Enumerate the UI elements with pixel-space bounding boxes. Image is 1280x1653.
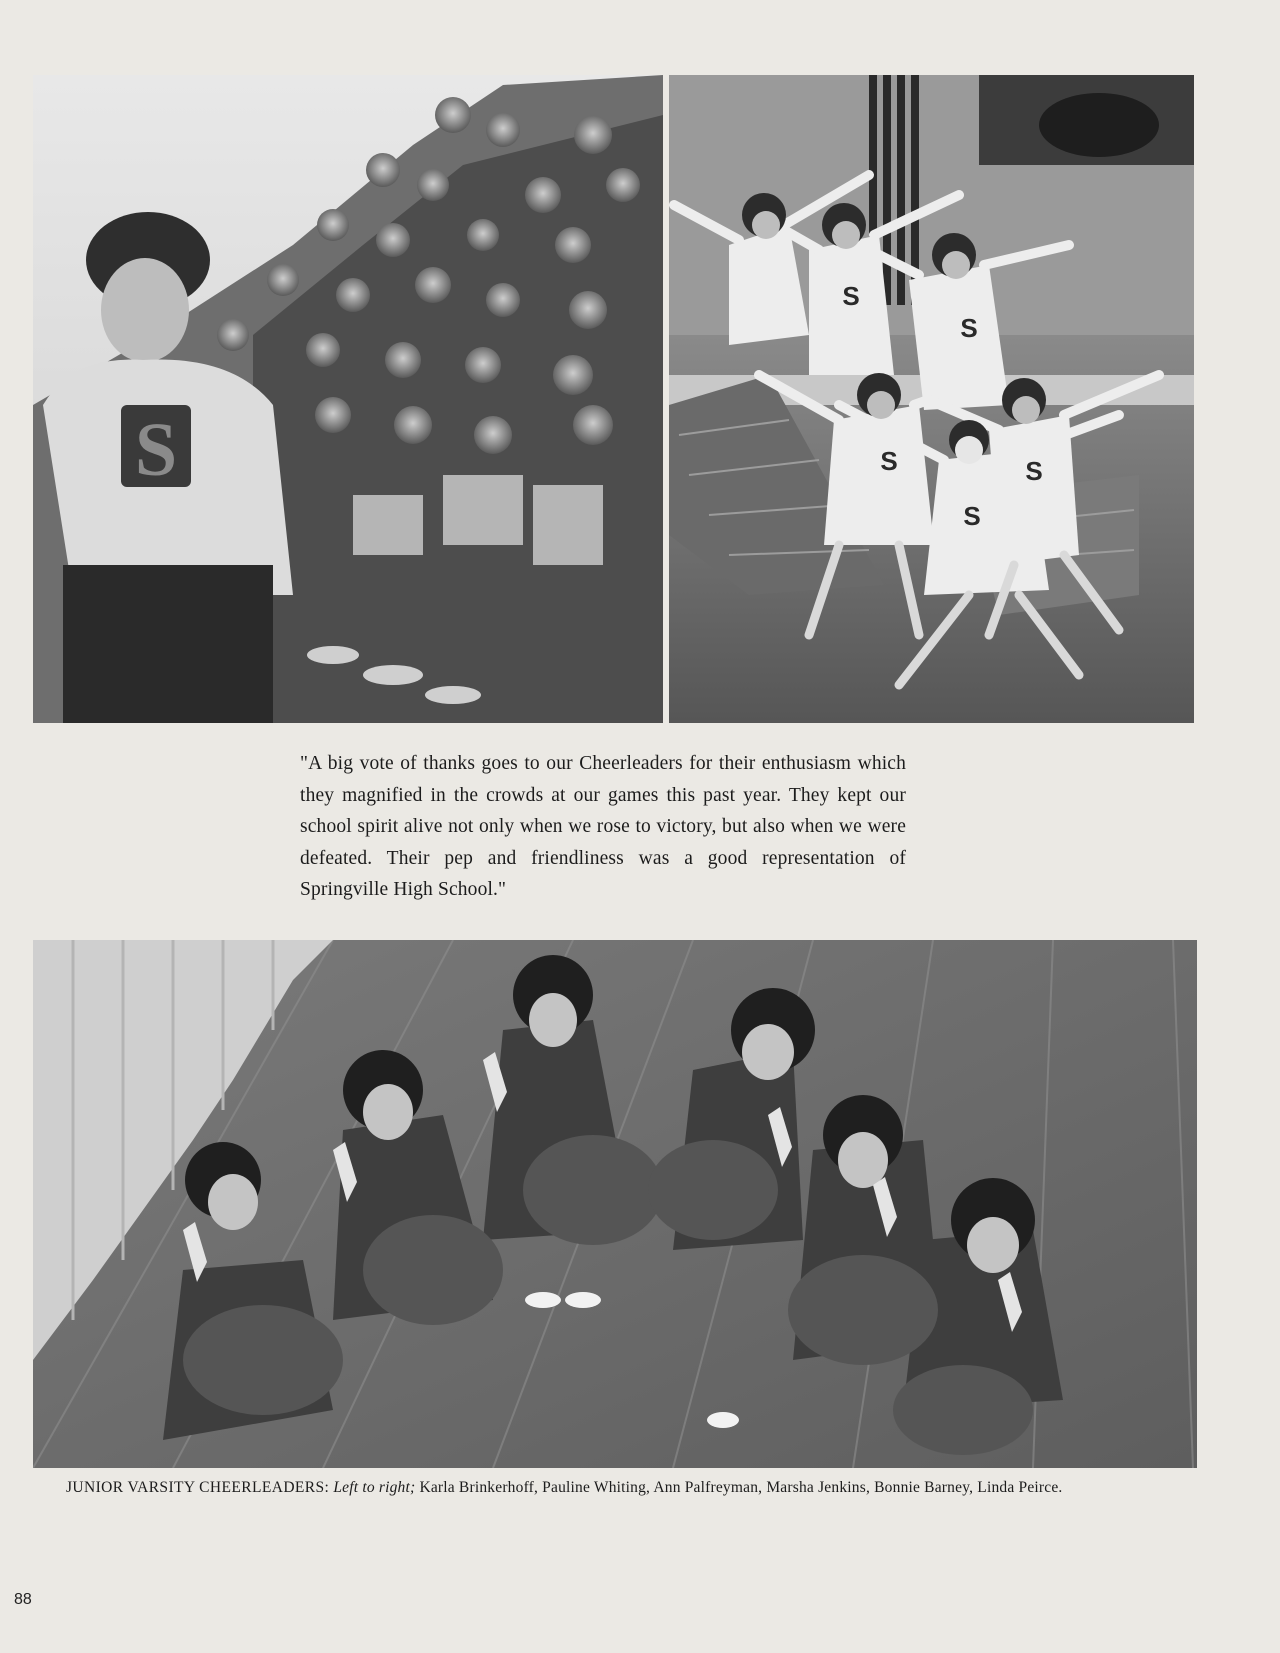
uniform-letter: S bbox=[880, 446, 898, 476]
uniform-letter: S bbox=[842, 281, 860, 311]
caption-left-to-right: Left to right; bbox=[333, 1479, 416, 1496]
caption-heading: JUNIOR VARSITY CHEERLEADERS: bbox=[66, 1479, 330, 1496]
photo-junior-varsity-cheerleaders bbox=[33, 940, 1197, 1468]
photo-cheerleader-and-crowd bbox=[33, 75, 663, 723]
page-number: 88 bbox=[14, 1591, 32, 1608]
sweater-letter: S bbox=[134, 408, 178, 492]
caption-names: Karla Brinkerhoff, Pauline Whiting, Ann Palfreyman, Marsha Jenkins, Bonnie Barney, Linda Peirce. bbox=[419, 1479, 1063, 1496]
cheerleader-tribute-quote: "A big vote of thanks goes to our Cheerleaders for their enthusiasm which they magnified in the crowds at our games this past year. They kept our school spirit alive not only when we rose to victory, but also when we were defeated. Their pep and friendliness was a good representation of Springville High School." bbox=[300, 753, 906, 900]
uniform-letter: S bbox=[963, 501, 981, 531]
uniform-letter: S bbox=[960, 313, 978, 343]
photo-caption bbox=[66, 1478, 1148, 1497]
photo-varsity-squad bbox=[669, 75, 1194, 723]
uniform-letter: S bbox=[1025, 456, 1043, 486]
